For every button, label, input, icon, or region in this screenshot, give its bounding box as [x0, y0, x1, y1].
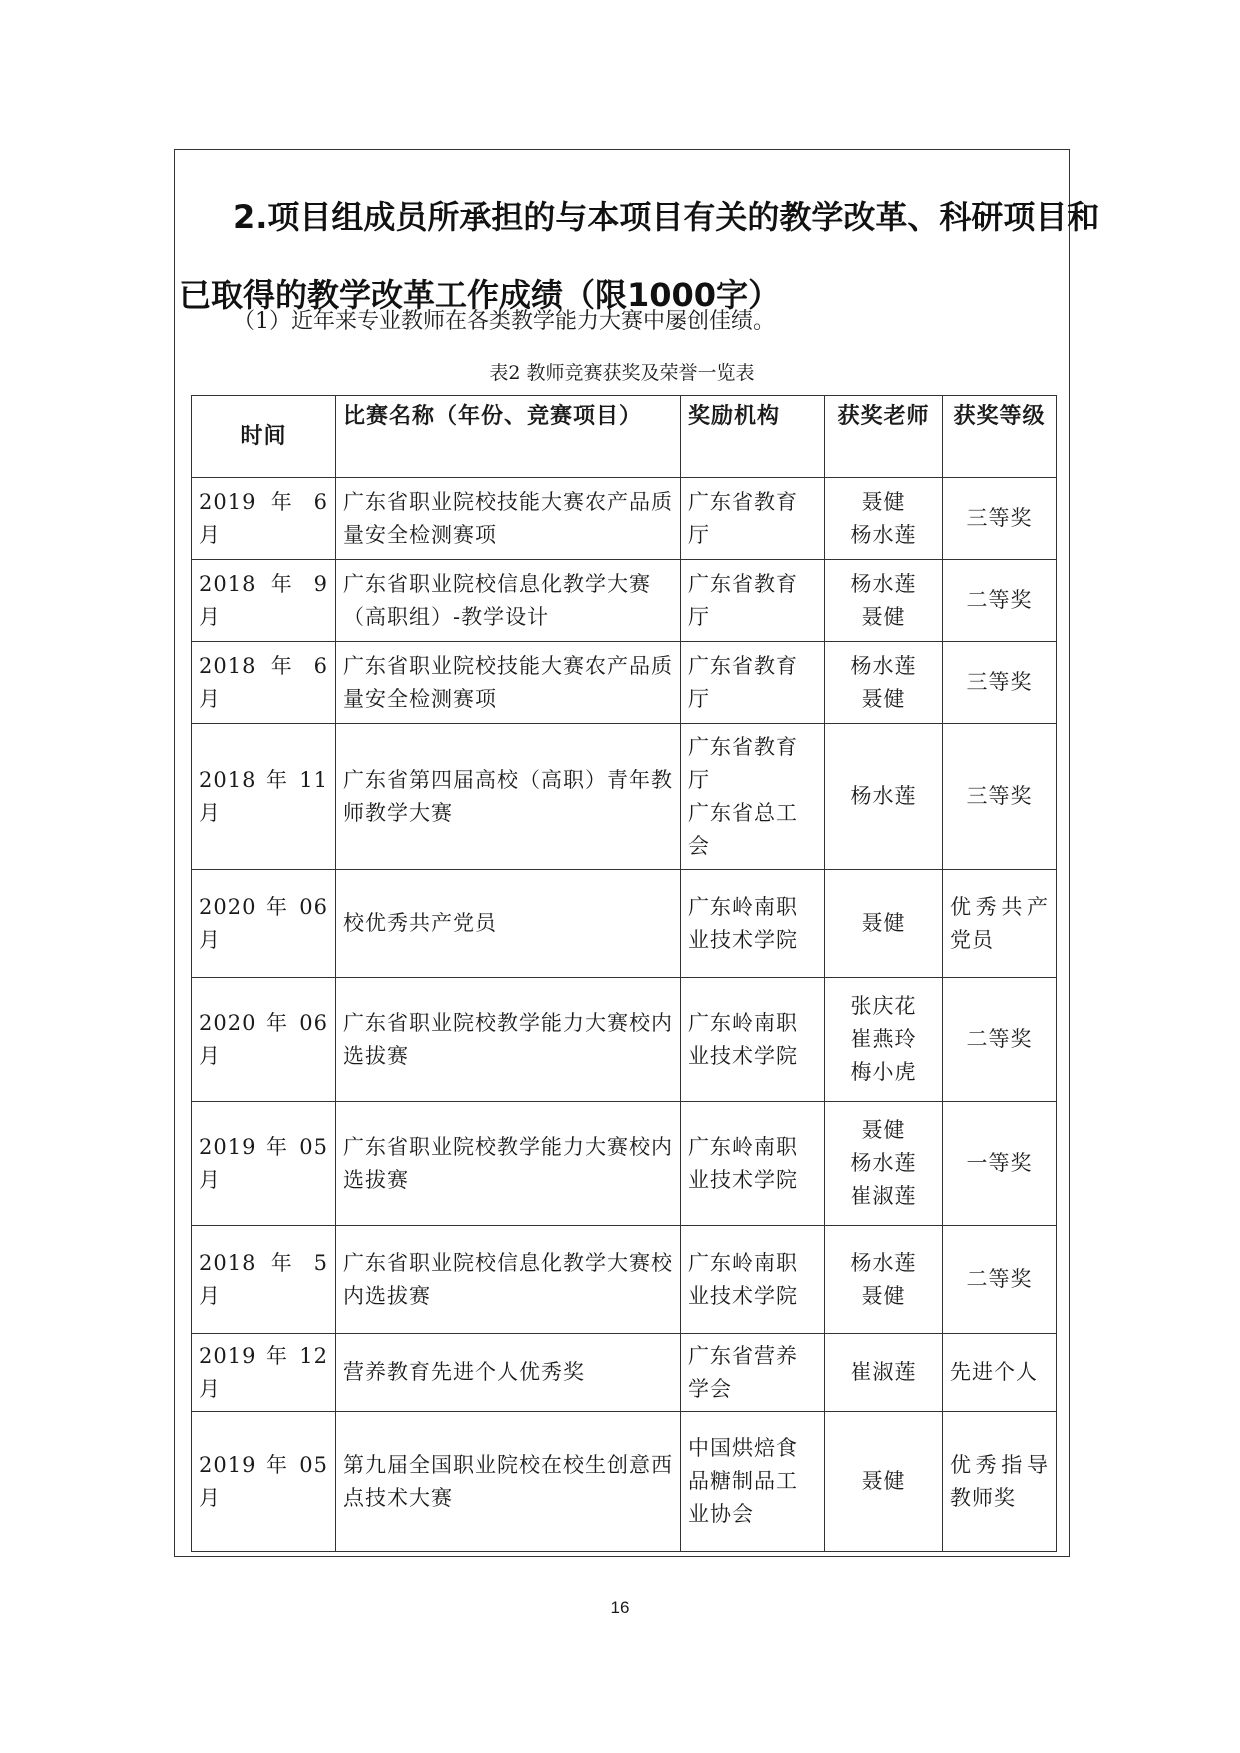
organizer-line: 广东岭南职业技术学院 — [688, 1250, 798, 1308]
organizer-line: 广东岭南职业技术学院 — [688, 894, 798, 952]
cell-organizer — [681, 1334, 825, 1412]
cell-level: 三等奖 — [943, 642, 1057, 724]
organizer-line: 广东省总工会 — [688, 800, 798, 858]
table-row — [192, 870, 1057, 978]
cell-level: 三等奖 — [943, 724, 1057, 870]
header-organizer: 奖励机构 — [681, 396, 825, 478]
teacher-name: 杨水莲 — [850, 522, 917, 547]
cell-time: 2020 年 06 月 — [192, 870, 336, 978]
section-heading-line-1: 2.项目组成员所承担的与本项目有关的教学改革、科研项目和 — [233, 198, 1100, 236]
teacher-name: 聂健 — [861, 911, 906, 935]
cell-time: 2018 年 11 月 — [192, 724, 336, 870]
cell-competition: 广东省职业院校信息化教学大赛（高职组）-教学设计 — [336, 560, 681, 642]
organizer-line: 广东岭南职业技术学院 — [688, 1134, 798, 1192]
cell-teacher — [825, 1102, 943, 1226]
cell-teacher — [825, 642, 943, 724]
awards-table — [191, 395, 1057, 1552]
teacher-name: 聂健 — [861, 489, 906, 514]
cell-time: 2019 年 05 月 — [192, 1102, 336, 1226]
teacher-name: 聂健 — [861, 1118, 906, 1142]
cell-organizer — [681, 478, 825, 560]
table-row — [192, 1102, 1057, 1226]
teacher-name: 杨水莲 — [850, 784, 917, 808]
cell-competition: 营养教育先进个人优秀奖 — [336, 1334, 681, 1412]
cell-teacher — [825, 724, 943, 870]
cell-competition: 广东省职业院校技能大赛农产品质量安全检测赛项 — [336, 478, 681, 560]
cell-time: 2019 年 12 月 — [192, 1334, 336, 1412]
intro-paragraph: （1）近年来专业教师在各类教学能力大赛中屡创佳绩。 — [233, 309, 775, 334]
organizer-line: 广东省教育厅 — [688, 653, 798, 711]
table-row — [192, 1334, 1057, 1412]
table-row — [192, 478, 1057, 560]
cell-competition: 广东省职业院校教学能力大赛校内选拔赛 — [336, 978, 681, 1102]
cell-level: 二等奖 — [943, 560, 1057, 642]
table-header-row — [192, 396, 1057, 478]
cell-level: 三等奖 — [943, 478, 1057, 560]
cell-teacher — [825, 478, 943, 560]
cell-organizer — [681, 1226, 825, 1334]
cell-competition: 广东省职业院校信息化教学大赛校内选拔赛 — [336, 1226, 681, 1334]
cell-teacher — [825, 870, 943, 978]
teacher-name: 崔燕玲 — [850, 1027, 917, 1051]
cell-organizer — [681, 978, 825, 1102]
teacher-name: 杨水莲 — [850, 571, 917, 596]
cell-teacher — [825, 1226, 943, 1334]
cell-time: 2018 年 9 月 — [192, 560, 336, 642]
header-level: 获奖等级 — [943, 396, 1057, 478]
cell-level: 二等奖 — [943, 978, 1057, 1102]
cell-level: 优秀共产党员 — [943, 870, 1057, 978]
table-row — [192, 560, 1057, 642]
teacher-name: 杨水莲 — [850, 1250, 917, 1275]
table-row — [192, 978, 1057, 1102]
page-number: 16 — [610, 1598, 630, 1617]
awards-table-body — [192, 478, 1057, 1552]
table-row — [192, 1226, 1057, 1334]
organizer-line: 广东省教育厅 — [688, 734, 798, 792]
cell-competition: 校优秀共产党员 — [336, 870, 681, 978]
teacher-name: 崔淑莲 — [850, 1360, 917, 1384]
cell-teacher — [825, 1412, 943, 1552]
teacher-name: 聂健 — [861, 604, 906, 629]
section-heading-line-2: 已取得的教学改革工作成绩（限1000字） — [179, 276, 781, 314]
teacher-name: 崔淑莲 — [850, 1184, 917, 1208]
cell-level: 先进个人 — [943, 1334, 1057, 1412]
table-row — [192, 1412, 1057, 1552]
cell-organizer — [681, 560, 825, 642]
cell-competition: 广东省职业院校技能大赛农产品质量安全检测赛项 — [336, 642, 681, 724]
teacher-name: 杨水莲 — [850, 653, 917, 678]
form-frame — [174, 149, 1100, 1557]
cell-organizer — [681, 1102, 825, 1226]
header-teacher: 获奖老师 — [825, 396, 943, 478]
cell-competition: 广东省第四届高校（高职）青年教师教学大赛 — [336, 724, 681, 870]
teacher-name: 聂健 — [861, 1469, 906, 1493]
cell-teacher — [825, 1334, 943, 1412]
teacher-name: 聂健 — [861, 686, 906, 711]
organizer-line: 广东省教育厅 — [688, 571, 798, 629]
cell-organizer — [681, 724, 825, 870]
cell-level: 二等奖 — [943, 1226, 1057, 1334]
cell-organizer — [681, 1412, 825, 1552]
organizer-line: 广东省教育厅 — [688, 489, 798, 547]
cell-competition: 第九届全国职业院校在校生创意西点技术大赛 — [336, 1412, 681, 1552]
table-row — [192, 724, 1057, 870]
cell-competition: 广东省职业院校教学能力大赛校内选拔赛 — [336, 1102, 681, 1226]
cell-level: 优秀指导教师奖 — [943, 1412, 1057, 1552]
cell-organizer — [681, 642, 825, 724]
cell-level: 一等奖 — [943, 1102, 1057, 1226]
table-caption: 表2 教师竞赛获奖及荣誉一览表 — [489, 362, 755, 384]
cell-time: 2018 年 6 月 — [192, 642, 336, 724]
cell-time: 2019 年 05 月 — [192, 1412, 336, 1552]
cell-organizer — [681, 870, 825, 978]
table-row — [192, 642, 1057, 724]
teacher-name: 张庆花 — [850, 994, 917, 1018]
teacher-name: 聂健 — [861, 1283, 906, 1308]
cell-time: 2020 年 06 月 — [192, 978, 336, 1102]
teacher-name: 梅小虎 — [850, 1060, 917, 1084]
header-competition: 比赛名称（年份、竞赛项目） — [336, 396, 681, 478]
teacher-name: 杨水莲 — [850, 1151, 917, 1175]
cell-teacher — [825, 560, 943, 642]
organizer-line: 中国烘焙食品糖制品工业协会 — [688, 1436, 798, 1526]
cell-teacher — [825, 978, 943, 1102]
header-time: 时间 — [192, 396, 336, 478]
organizer-line: 广东岭南职业技术学院 — [688, 1010, 798, 1068]
organizer-line: 广东省营养学会 — [688, 1343, 798, 1401]
cell-time: 2018 年 5 月 — [192, 1226, 336, 1334]
cell-time: 2019 年 6 月 — [192, 478, 336, 560]
